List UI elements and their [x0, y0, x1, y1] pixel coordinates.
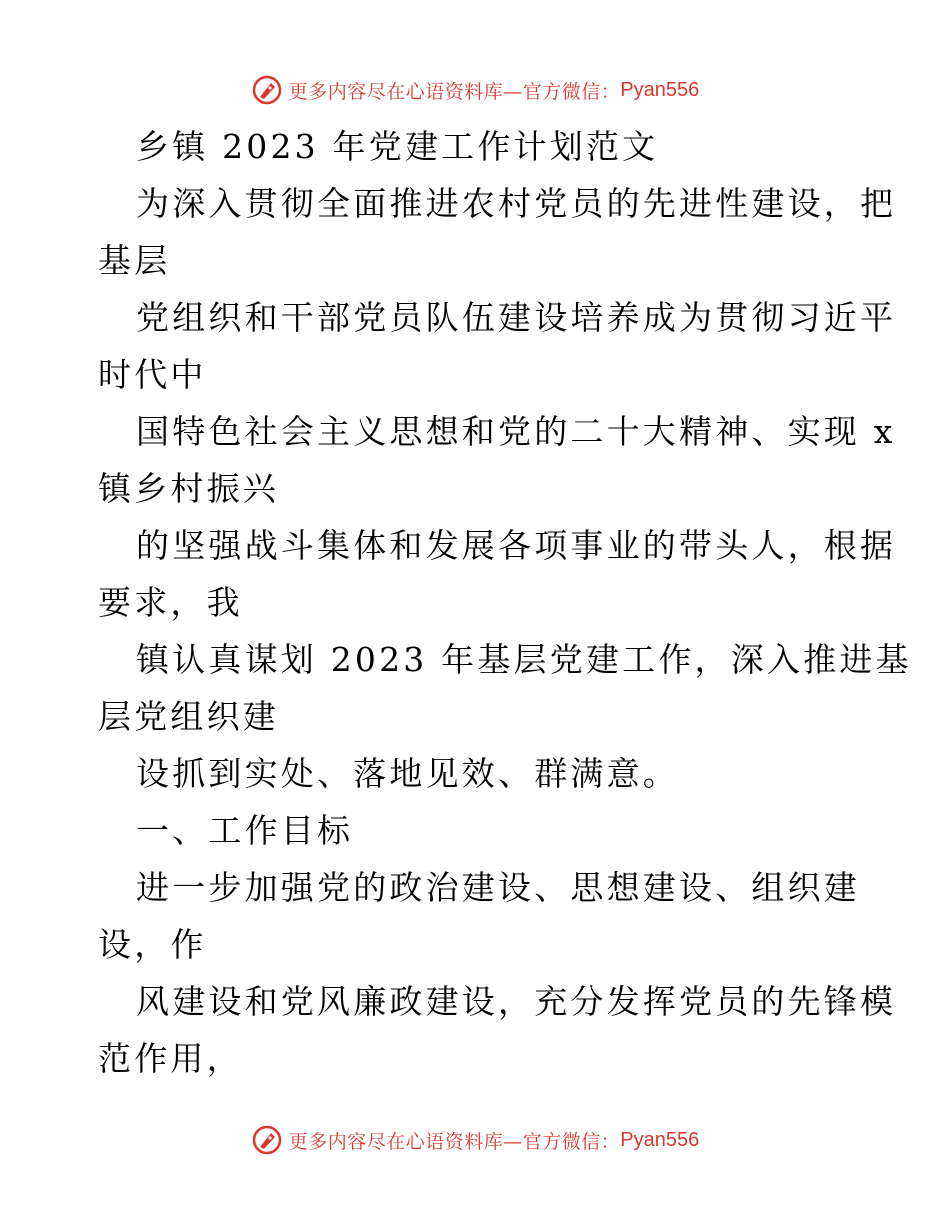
text-line: 国特色社会主义思想和党的二十大精神、实现 x — [136, 412, 896, 451]
text-line: 镇乡村振兴 — [98, 469, 279, 508]
text-line: 设抓到实处、落地见效、群满意。 — [136, 754, 679, 793]
document-title: 乡镇 2023 年党建工作计划范文 — [136, 127, 659, 166]
document-body — [98, 118, 912, 1087]
text-line: 镇认真谋划 2023 年基层党建工作，深入推进基 — [136, 640, 912, 679]
watermark-text: 更多内容尽在心语资料库—官方微信： — [288, 80, 621, 103]
text-line: 风建设和党风廉政建设，充分发挥党员的先锋模 — [136, 982, 897, 1021]
pen-nib-logo-icon — [251, 74, 283, 106]
text-line: 范作用， — [98, 1039, 243, 1078]
text-line: 为深入贯彻全面推进农村党员的先进性建设，把 — [136, 184, 897, 223]
text-line: 一、工作目标 — [136, 811, 354, 850]
watermark-wechat-id: Pyan556 — [620, 78, 700, 101]
text-line: 时代中 — [98, 355, 207, 394]
text-line: 进一步加强党的政治建设、思想建设、组织建 — [136, 868, 860, 907]
watermark-wechat-id: Pyan556 — [620, 1128, 700, 1151]
text-line: 基层 — [98, 241, 171, 280]
footer-watermark — [0, 1120, 950, 1160]
text-line: 层党组织建 — [98, 697, 279, 736]
header-watermark — [0, 70, 950, 110]
text-line: 的坚强战斗集体和发展各项事业的带头人，根据 — [136, 526, 897, 565]
text-line: 党组织和干部党员队伍建设培养成为贯彻习近平 — [136, 298, 897, 337]
text-line: 设，作 — [98, 925, 207, 964]
text-line: 要求，我 — [98, 583, 243, 622]
pen-nib-logo-icon — [251, 1124, 283, 1156]
watermark-text: 更多内容尽在心语资料库—官方微信： — [288, 1130, 621, 1153]
